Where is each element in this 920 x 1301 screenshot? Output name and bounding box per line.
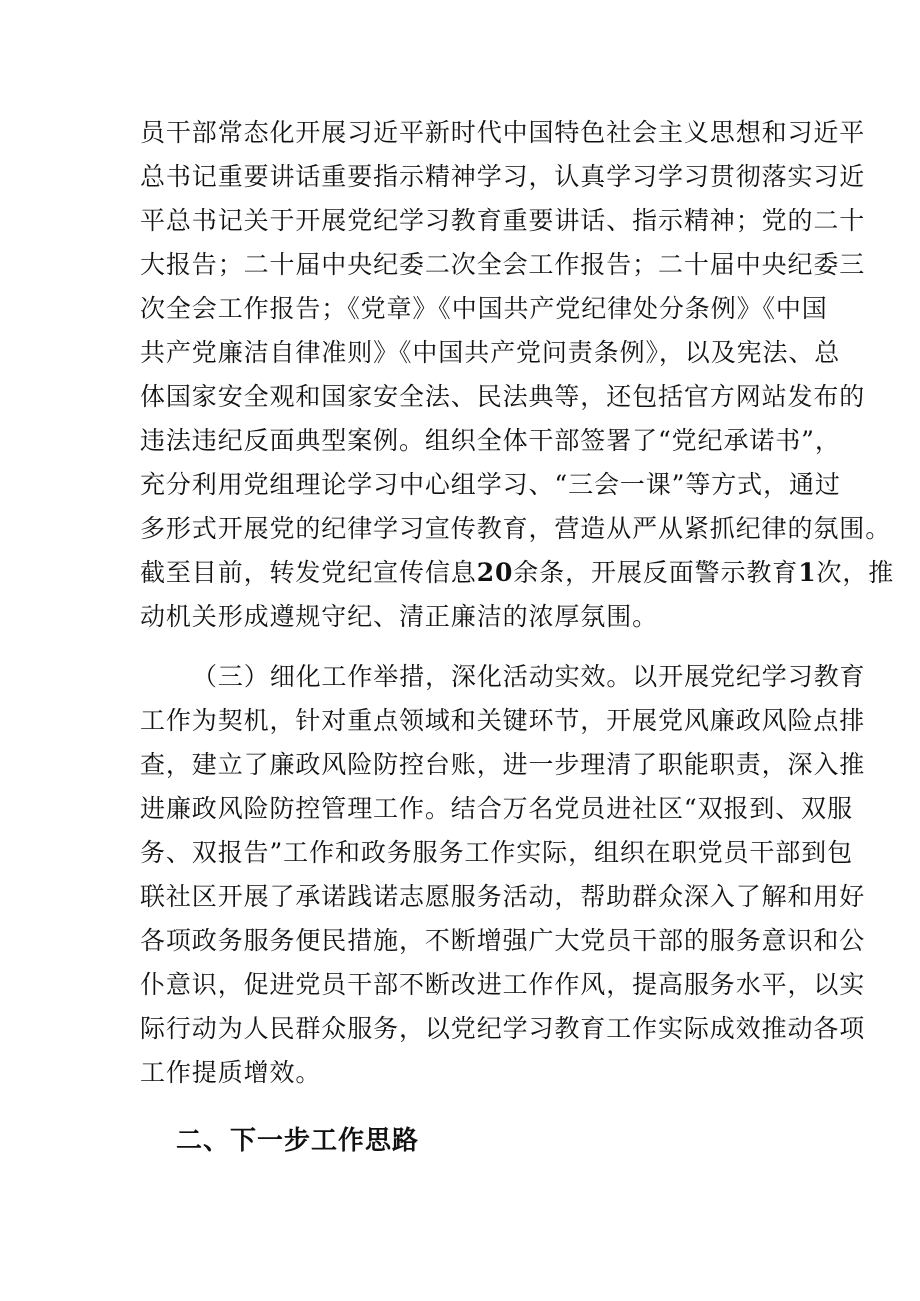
paragraph-2-line-6: 联社区开展了承诺践诺志愿服务活动，帮助群众深入了解和用好: [140, 882, 866, 911]
paragraph-1-line-12: 动机关形成遵规守纪、清正廉洁的浓厚氛围。: [140, 602, 659, 631]
paragraph-2-line-2: 工作为契机，针对重点领域和关键环节，开展党风廉政风险点排: [140, 706, 866, 735]
paragraph-1-line-8: 违法违纪反面典型案例。组织全体干部签署了“党纪承诺书”，: [140, 426, 841, 455]
paragraph-1-line-2: 总书记重要讲话重要指示精神学习，认真学习学习贯彻落实习近: [140, 162, 866, 191]
forwarded-count: 20: [476, 558, 514, 587]
line-11-text-1: 截至目前，转发党纪宣传信息: [140, 558, 477, 587]
paragraph-2-line-9: 际行动为人民群众服务，以党纪学习教育工作实际成效推动各项: [140, 1014, 866, 1043]
warning-education-count: 1: [798, 558, 817, 587]
paragraph-1-line-11: [140, 558, 894, 588]
paragraph-2-line-3: 查，建立了廉政风险防控台账，进一步理清了职能职责，深入推: [140, 750, 866, 779]
paragraph-1-line-1: 员干部常态化开展习近平新时代中国特色社会主义思想和习近平: [140, 118, 866, 147]
paragraph-2-line-8: 仆意识，促进党员干部不断改进工作作风，提高服务水平，以实: [140, 970, 866, 999]
paragraph-2-line-7: 各项政务服务便民措施，不断增强广大党员干部的服务意识和公: [140, 926, 866, 955]
paragraph-1-line-4: 大报告；二十届中央纪委二次全会工作报告；二十届中央纪委三: [140, 250, 866, 279]
paragraph-1-line-9: 充分利用党组理论学习中心组学习、“三会一课”等方式，通过: [140, 470, 841, 499]
paragraph-1-line-5: 次全会工作报告；《党章》《中国共产党纪律处分条例》《中国: [140, 294, 828, 323]
paragraph-1-line-3: 平总书记关于开展党纪学习教育重要讲话、指示精神；党的二十: [140, 206, 866, 235]
line-11-text-3: 次，推: [816, 558, 895, 587]
paragraph-2-line-5: 务、双报告”工作和政务服务工作实际，组织在职党员干部到包: [140, 838, 853, 867]
paragraph-2-line-10: 工作提质增效。: [140, 1058, 322, 1087]
paragraph-2-line-1: （三）细化工作举措，深化活动实效。以开展党纪学习教育: [192, 662, 866, 691]
line-11-text-2: 余条，开展反面警示教育: [513, 558, 799, 587]
paragraph-2-line-4: 进廉政风险防控管理工作。结合万名党员进社区“双报到、双服: [140, 794, 853, 823]
section-heading: 二、下一步工作思路: [176, 1126, 420, 1156]
paragraph-1-line-6: 共产党廉洁自律准则》《中国共产党问责条例》，以及宪法、总: [140, 338, 841, 367]
paragraph-1-line-7: 体国家安全观和国家安全法、民法典等，还包括官方网站发布的: [140, 382, 866, 411]
paragraph-1-line-10: 多形式开展党的纪律学习宣传教育，营造从严从紧抓纪律的氛围。: [140, 514, 892, 543]
